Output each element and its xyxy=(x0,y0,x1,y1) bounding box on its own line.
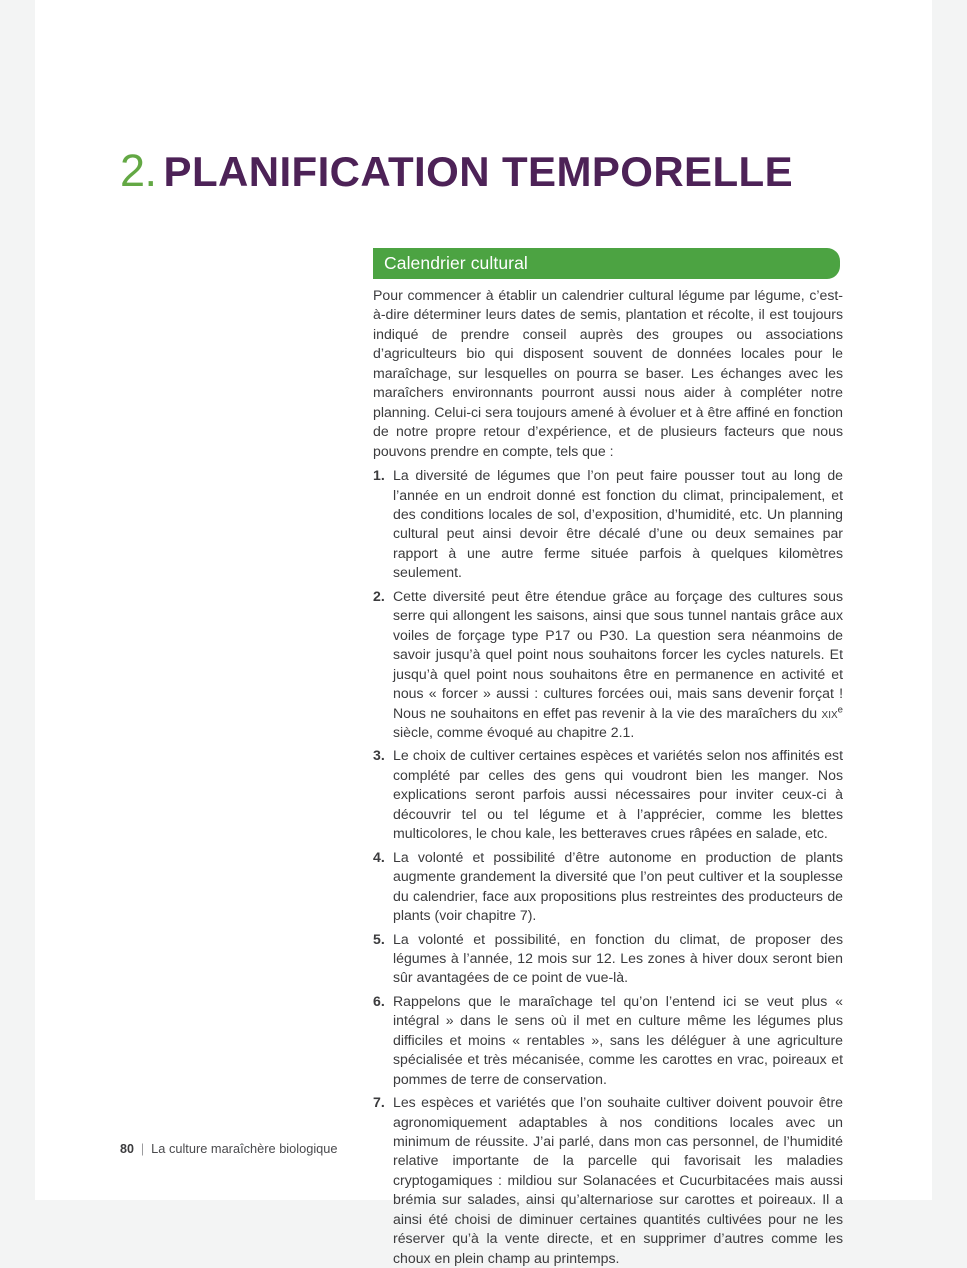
list-item-text xyxy=(393,587,843,743)
footer-book-title: La culture maraîchère biologique xyxy=(151,1141,338,1156)
list-item-marker: 7. xyxy=(373,1094,385,1111)
numbered-list xyxy=(373,466,843,1268)
footer-page-number: 80 xyxy=(120,1142,134,1156)
list-item xyxy=(373,992,843,1089)
list-item-text-part-2: siècle, comme évoqué au chapitre 2.1. xyxy=(393,723,635,740)
list-item xyxy=(373,587,843,743)
list-item-text: La volonté et possibilité d’être autonome en production de plants augmente grandement la diversité que l’on peut cultiver et la souplesse du calendrier, face aux propositions plus restreintes des producteurs de plants (voir chapitre 7). xyxy=(393,848,843,924)
century-smallcaps: xix xyxy=(821,704,838,721)
list-item-text: Le choix de cultiver certaines espèces et variétés selon nos affinités est complété par celles des gens qui voudront bien les manger. Nos explications seront parfois aussi nécessaires pour inviter ceux-ci à découvrir tel ou tel légume et à l’apprécier, comme les blettes multicolores, le chou kale, les betteraves crues râpées en salade, etc. xyxy=(393,747,843,842)
list-item-text: La diversité de légumes que l’on peut faire pousser tout au long de l’année en un endroit donné est fonction du climat, principalement, et des conditions locales de sol, d’exposition, d’humidité, etc. Un planning cultural peut ainsi devoir être décalé d’une ou deux semaines par rapport à une autre ferme située parfois à quelques kilomètres seulement. xyxy=(393,467,843,581)
list-item xyxy=(373,930,843,988)
intro-paragraph: Pour commencer à établir un calendrier cultural légume par légume, c’est-à-dire déterminer leurs dates de semis, plantation et récolte, il est toujours indiqué de prendre conseil auprès des groupes ou associations d’agriculteurs bio qui disposent souvent de données locales pour le maraîchage, sur lesquelles on pourra se baser. Les échanges avec les maraîchers environnants pourront aussi nous aider à compléter notre planning. Celui-ci sera toujours amené à évoluer et à être affiné en fonction de notre propre retour d’expérience, et de plusieurs facteurs que nous pouvons prendre en compte, tels que : xyxy=(373,287,843,459)
page-footer xyxy=(120,1141,338,1156)
list-item-text-part-1: Cette diversité peut être étendue grâce au forçage des cultures sous serre qui allongent les saisons, ainsi que sous tunnel nantais grâce aux voiles de forçage type P17 ou P30. La question sera néanmoins de savoir jusqu’à quel point nous souhaitons forcer les cycles naturels. Et jusqu’à quel point nous souhaitons être en permanence en activité et nous « forcer » aussi : cultures forcées oui, mais sans devenir forçat ! Nous ne souhaitons en effet pas revenir à la vie des maraîchers du xyxy=(393,587,843,721)
list-item-marker: 6. xyxy=(373,992,385,1009)
section-header-banner xyxy=(373,248,840,279)
chapter-title-text: PLANIFICATION TEMPORELLE xyxy=(163,148,794,195)
list-item xyxy=(373,746,843,843)
list-item xyxy=(373,1093,843,1268)
document-page xyxy=(35,0,932,1266)
list-item-text: Les espèces et variétés que l’on souhaite cultiver doivent pouvoir être agronomiquement adaptables à nos conditions locales avec un minimum de réussite. J’ai parlé, dans mon cas personnel, de l’humidité relative importante de la parcelle qui favorisait les maladies cryptogamiques : mildiou sur Solanacées et Cucurbitacées mais aussi brémia sur salades, ainsi qu’alternariose sur carottes et poireaux. Il a ainsi été choisi de diminuer certaines quantités cultivées pour ne les réserver qu’à la vente directe, et en supprimer d’autres comme les choux en plein champ au printemps. xyxy=(393,1094,843,1266)
list-item xyxy=(373,848,843,926)
list-item-marker: 1. xyxy=(373,467,385,484)
section-header-label: Calendrier cultural xyxy=(384,252,528,273)
chapter-number: 2. xyxy=(120,145,157,196)
list-item-marker: 5. xyxy=(373,930,385,947)
list-item-marker: 4. xyxy=(373,848,385,865)
list-item xyxy=(373,466,843,583)
list-item-marker: 3. xyxy=(373,747,385,764)
list-item-text: La volonté et possibilité, en fonction du climat, de proposer des légumes à l’année, 12 mois sur 12. Les zones à hiver doux seront bien sûr avantagées de ce point de vue-là. xyxy=(393,930,843,986)
ordinal-suffix: e xyxy=(837,703,843,715)
footer-separator: | xyxy=(140,1142,145,1156)
page-title xyxy=(120,145,794,196)
body-text-column xyxy=(373,286,843,1268)
list-item-text: Rappelons que le maraîchage tel qu’on l’entend ici se veut plus « intégral » dans le sens où il met en culture même les légumes plus difficiles et moins « rentables », sans les déléguer à une agriculture spécialisée et très mécanisée, comme les carottes en vrac, poireaux et pommes de terre de conservation. xyxy=(393,992,843,1087)
list-item-marker: 2. xyxy=(373,587,385,604)
